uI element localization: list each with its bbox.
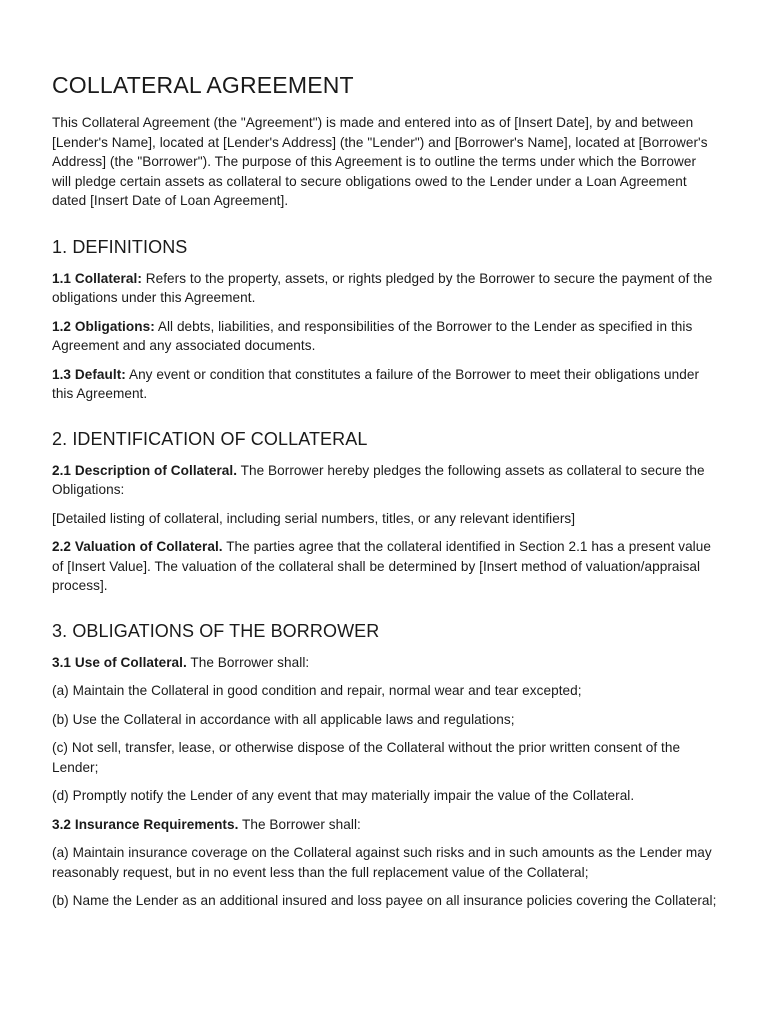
list-item: (a) Maintain insurance coverage on the Collateral against such risks and in such amounts as the Lender may reasonably request, but in no event less than the full replacement value of the Collateral; bbox=[52, 845, 712, 880]
clause-label: 2.1 Description of Collateral. bbox=[52, 462, 238, 478]
clause-label: 3.2 Insurance Requirements. bbox=[52, 816, 239, 832]
list-item: (b) Name the Lender as an additional insured and loss payee on all insurance policies covering the Collateral; bbox=[52, 893, 717, 908]
intro-paragraph: This Collateral Agreement (the "Agreement") is made and entered into as of [Insert Date], by and between [Lender's Name], located at [Lender's Address] (the "Lender") and [Borrower's Name], located at [Borrower's Address] (the "Borrower"). The purpose of this Agreement is to outline the terms under which the Borrower will pledge certain assets as collateral to secure obligations owed to the Lender under a Loan Agreement dated [Insert Date of Loan Agreement]. bbox=[52, 115, 708, 208]
definition-label: 1.3 Default: bbox=[52, 366, 126, 382]
list-item: (a) Maintain the Collateral in good condition and repair, normal wear and tear excepted; bbox=[52, 683, 582, 698]
collateral-listing: [Detailed listing of collateral, including serial numbers, titles, or any relevant identifiers] bbox=[52, 510, 576, 526]
definition-collateral bbox=[52, 269, 718, 308]
definition-text: Refers to the property, assets, or rights pledged by the Borrower to secure the payment of the obligations under this Agreement. bbox=[52, 270, 713, 305]
insurance-requirements bbox=[52, 815, 718, 835]
clause-text: The Borrower shall: bbox=[186, 654, 310, 670]
use-of-collateral bbox=[52, 653, 718, 673]
definition-text: All debts, liabilities, and responsibilities of the Borrower to the Lender as specified in this Agreement and any associated documents. bbox=[52, 318, 693, 353]
clause-text: The Borrower hereby pledges the following assets as collateral to secure the Obligations: bbox=[52, 462, 705, 497]
list-item: (d) Promptly notify the Lender of any event that may materially impair the value of the Collateral. bbox=[52, 788, 635, 803]
clause-text: The Borrower shall: bbox=[238, 816, 361, 832]
definition-obligations bbox=[52, 317, 718, 356]
list-item: (c) Not sell, transfer, lease, or otherwise dispose of the Collateral without the prior written consent of the Lender; bbox=[52, 740, 681, 775]
definition-default bbox=[52, 365, 718, 404]
section-heading-identification: 2. IDENTIFICATION OF COLLATERAL bbox=[52, 428, 368, 449]
section-heading-obligations: 3. OBLIGATIONS OF THE BORROWER bbox=[52, 620, 380, 641]
clause-text: The parties agree that the collateral identified in Section 2.1 has a present value of [Insert Value]. The valuation of the collateral shall be determined by [Insert method of valuation/appraisal process]. bbox=[52, 539, 711, 593]
definition-label: 1.1 Collateral: bbox=[52, 270, 142, 286]
definition-label: 1.2 Obligations: bbox=[52, 318, 155, 334]
collateral-valuation bbox=[52, 537, 718, 596]
clause-label: 3.1 Use of Collateral. bbox=[52, 654, 187, 670]
clause-label: 2.2 Valuation of Collateral. bbox=[52, 539, 223, 554]
section-heading-definitions: 1. DEFINITIONS bbox=[52, 236, 188, 257]
collateral-description bbox=[52, 461, 718, 500]
definition-text: Any event or condition that constitutes a failure of the Borrower to meet their obligations under this Agreement. bbox=[52, 366, 700, 401]
list-item: (b) Use the Collateral in accordance with all applicable laws and regulations; bbox=[52, 711, 515, 727]
document-title: COLLATERAL AGREEMENT bbox=[52, 72, 354, 98]
